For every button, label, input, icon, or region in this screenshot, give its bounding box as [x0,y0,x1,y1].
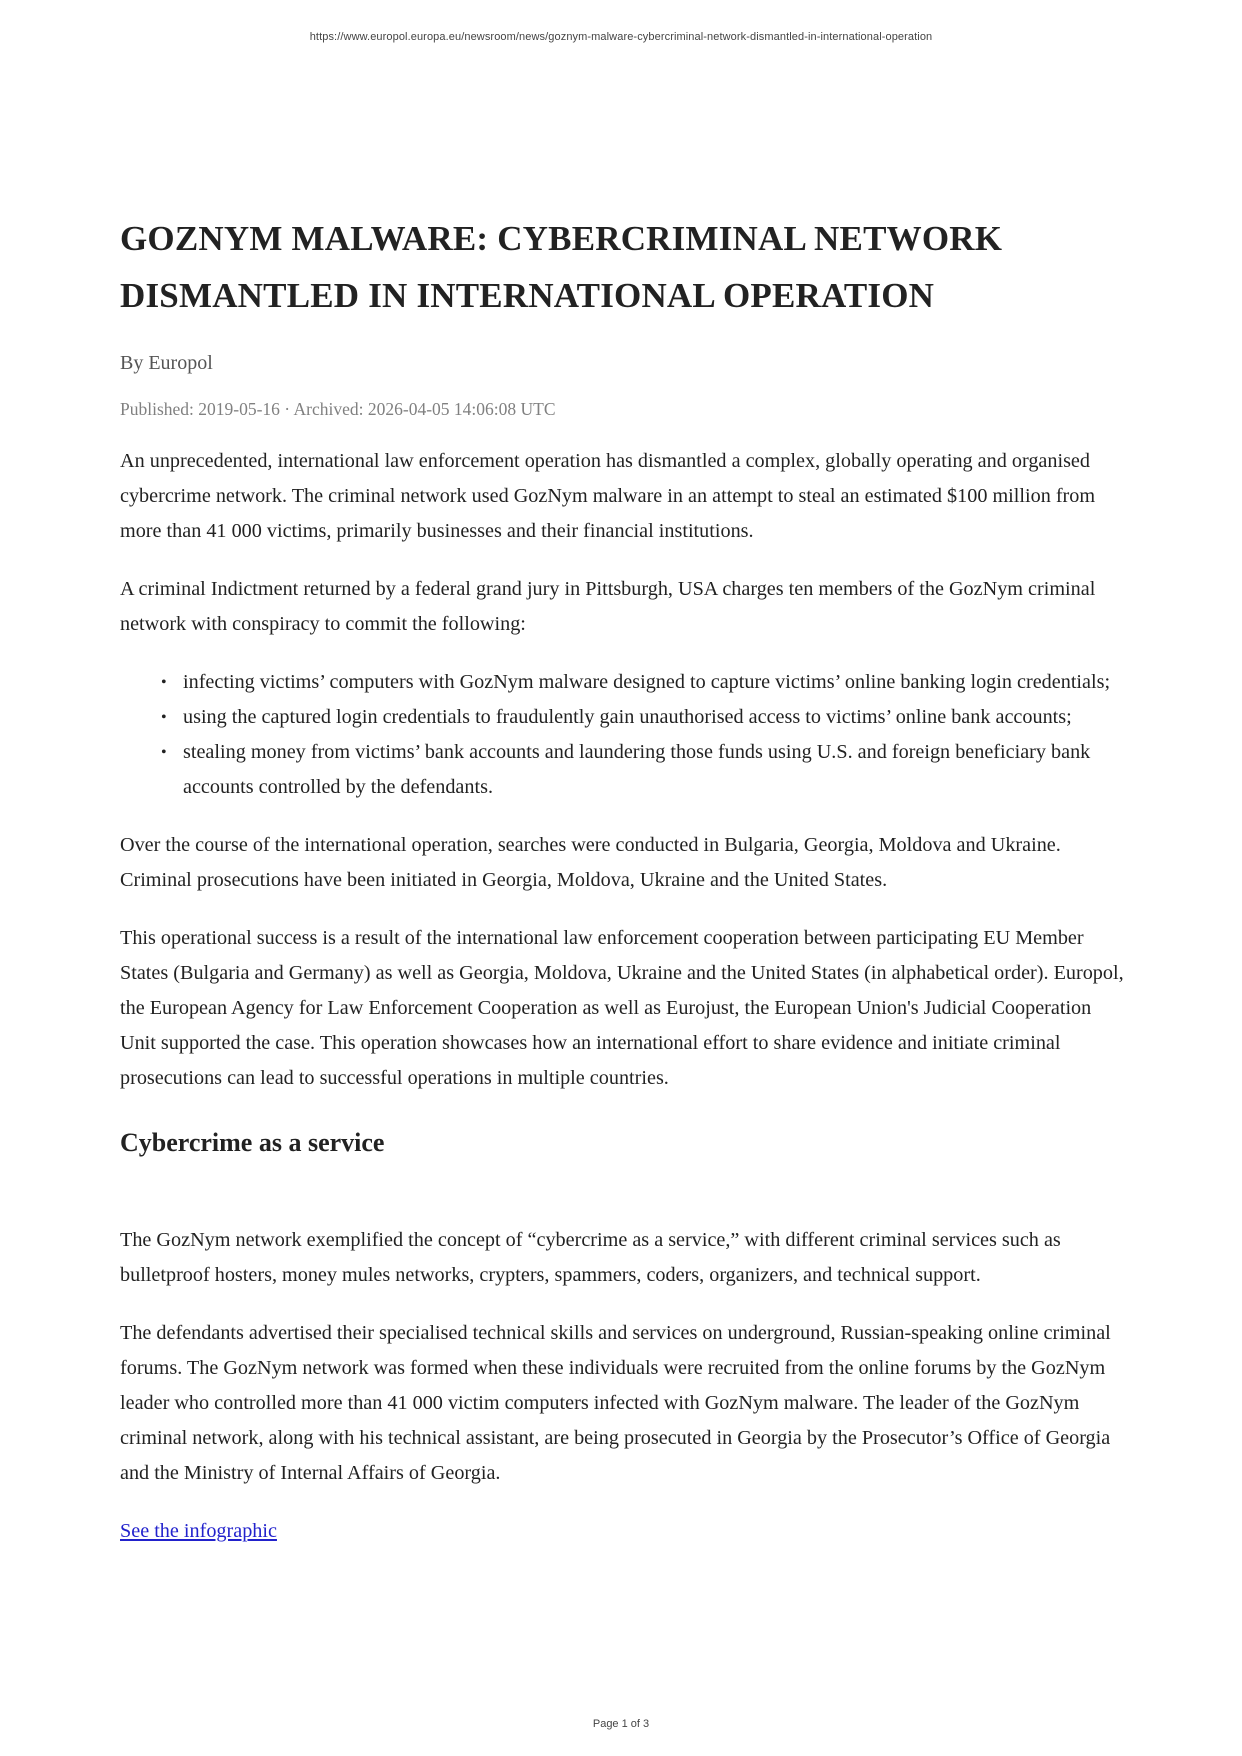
list-item [161,735,1130,805]
paragraph-crime-as-service: The GozNym network exemplified the concept of “cybercrime as a service,” with different criminal services such as bulletproof hosters, money mules networks, crypters, spammers, coders, organizers, and technical support. [120,1229,1061,1286]
bullet-icon: • [161,674,167,691]
paragraph-defendants: The defendants advertised their specialised technical skills and services on underground, Russian-speaking online criminal forums. The GozNym network was formed when these individuals were recruited from the online forums by the GozNym leader who controlled more than 41 000 victim computers infected with GozNym malware. The leader of the GozNym criminal network, along with his technical assistant, are being prosecuted in Georgia by the Prosecutor’s Office of Georgia and the Ministry of Internal Affairs of Georgia. [120,1322,1111,1484]
infographic-link[interactable]: See the infographic [120,1520,277,1542]
article [120,210,1130,1549]
article-title-line-2: DISMANTLED IN INTERNATIONAL OPERATION [120,276,935,315]
article-byline: By Europol [120,352,213,374]
section-heading-cybercrime-as-a-service: Cybercrime as a service [120,1128,385,1157]
list-item [161,665,1130,700]
article-meta-dates: Published: 2019-05-16 · Archived: 2026-04-05 14:06:08 UTC [120,399,556,419]
list-item-text: stealing money from victims’ bank accounts and laundering those funds using U.S. and foreign beneficiary bank accounts controlled by the defendants. [183,741,1091,798]
bullet-icon: • [161,744,167,761]
infographic-link-container [120,1514,1130,1549]
list-item [161,700,1130,735]
paragraph-cooperation: This operational success is a result of the international law enforcement cooperation between participating EU Member States (Bulgaria and Germany) as well as Georgia, Moldova, Ukraine and the United States (in alphabetical order). Europol, the European Agency for Law Enforcement Cooperation as well as Eurojust, the European Union's Judicial Cooperation Unit supported the case. This operation showcases how an international effort to share evidence and initiate criminal prosecutions can lead to successful operations in multiple countries. [120,927,1124,1089]
paragraph-searches: Over the course of the international operation, searches were conducted in Bulgaria, Georgia, Moldova and Ukraine. Criminal prosecutions have been initiated in Georgia, Moldova, Ukraine and the United States. [120,834,1061,891]
page-number: Page 1 of 3 [592,1718,650,1730]
list-item-text: using the captured login credentials to fraudulently gain unauthorised access to victims’ online bank accounts; [183,706,1072,728]
article-title-line-1: GOZNYM MALWARE: CYBERCRIMINAL NETWORK [120,219,1003,258]
charges-list [120,665,1130,805]
list-item-text: infecting victims’ computers with GozNym malware designed to capture victims’ online banking login credentials; [183,671,1111,693]
bullet-icon: • [161,709,167,726]
paragraph-indictment: A criminal Indictment returned by a federal grand jury in Pittsburgh, USA charges ten members of the GozNym criminal network with conspiracy to commit the following: [120,578,1096,635]
paragraph-intro: An unprecedented, international law enforcement operation has dismantled a complex, globally operating and organised cybercrime network. The criminal network used GozNym malware in an attempt to steal an estimated $100 million from more than 41 000 victims, primarily businesses and their financial institutions. [120,450,1096,542]
article-title [120,210,1130,324]
page-url-header: https://www.europol.europa.eu/newsroom/news/goznym-malware-cybercriminal-network-dismantled-in-international-operation [309,31,933,43]
